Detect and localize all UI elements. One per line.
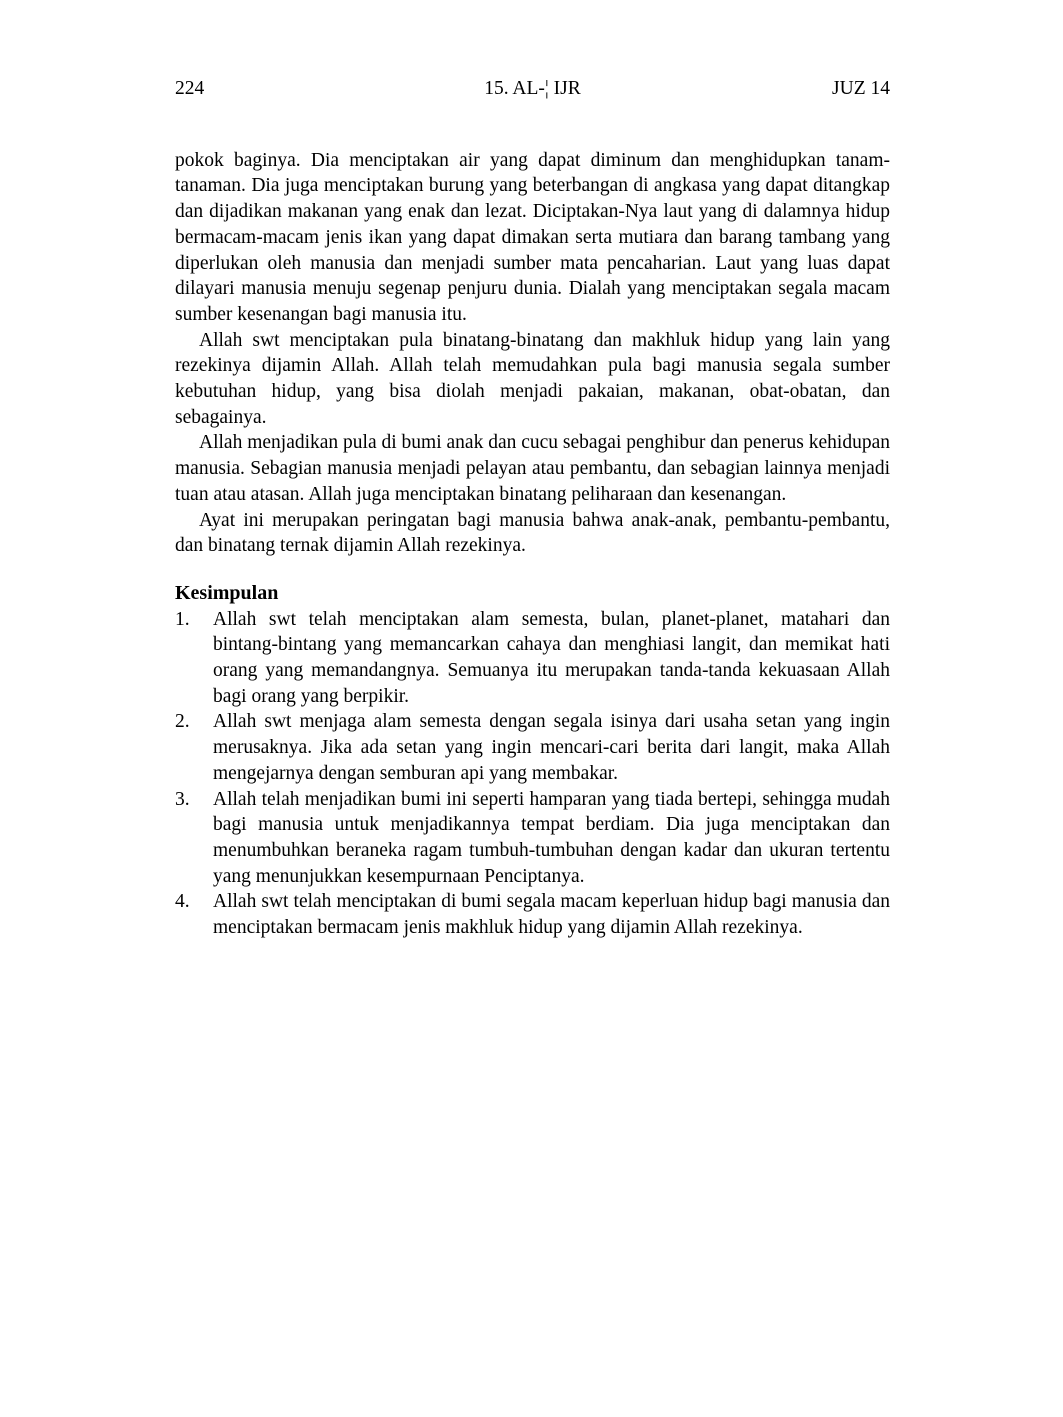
list-item-number: 1. [175, 608, 190, 630]
list-item-text: Allah telah menjadikan bumi ini seperti hamparan yang tiada bertepi, sehingga mudah bagi manusia untuk menjadikannya tempat berdiam. Dia juga menciptakan dan menumbuhkan beraneka ragam tumbuh-tumbuhan dengan kadar dan ukuran tertentu yang menunjukkan kesempurnaan Penciptanya. [213, 788, 890, 887]
page-number: 224 [175, 78, 205, 99]
list-item-text: Allah swt menjaga alam semesta dengan segala isinya dari usaha setan yang ingin merusaknya. Jika ada setan yang ingin mencari-cari berita dari langit, maka Allah mengejarnya dengan semburan api yang membakar. [213, 711, 890, 784]
list-item-text: Allah swt telah menciptakan alam semesta, bulan, planet-planet, matahari dan bintang-bintang yang memancarkan cahaya dan menghiasi langit, dan memikat hati orang yang memandangnya. Semuanya itu merupakan tanda-tanda kekuasaan Allah bagi orang yang berpikir. [213, 608, 890, 707]
list-item-number: 3. [175, 788, 190, 810]
list-item-number: 2. [175, 711, 190, 733]
paragraph-4: Ayat ini merupakan peringatan bagi manusia bahwa anak-anak, pembantu-pembantu, dan binatang ternak dijamin Allah rezekinya. [175, 509, 890, 557]
list-item-number: 4. [175, 891, 190, 913]
paragraph-3: Allah menjadikan pula di bumi anak dan cucu sebagai penghibur dan penerus kehidupan manusia. Sebagian manusia menjadi pelayan atau pembantu, dan sebagian lainnya menjadi tuan atau atasan. Allah juga menciptakan binatang peliharaan dan kesenangan. [175, 432, 890, 505]
list-item [175, 607, 890, 710]
page-body [175, 148, 890, 941]
list-item-text: Allah swt telah menciptakan di bumi segala macam keperluan hidup bagi manusia dan menciptakan bermacam jenis makhluk hidup yang dijamin Allah rezekinya. [213, 891, 890, 939]
list-item [175, 787, 890, 890]
chapter-title: 15. AL-¦ IJR [484, 78, 581, 99]
section-heading: Kesimpulan [175, 581, 279, 604]
paragraph-1: pokok baginya. Dia menciptakan air yang dapat diminum dan menghidupkan tanam-tanaman. Dia juga menciptakan burung yang beterbangan di angkasa yang dapat ditangkap dan dijadikan makanan yang enak dan lezat. Diciptakan-Nya laut yang di dalamnya hidup bermacam-macam jenis ikan yang dapat dimakan serta mutiara dan barang tambang yang diperlukan oleh manusia dan menjadi sumber mata pencaharian. Laut yang luas dapat dilayari manusia menuju segenap penjuru dunia. Dialah yang menciptakan segala macam sumber kesenangan bagi manusia itu. [175, 149, 890, 325]
list-item [175, 709, 890, 786]
page-header [175, 76, 890, 102]
list-item [175, 889, 890, 940]
paragraph-2: Allah swt menciptakan pula binatang-binatang dan makhluk hidup yang lain yang rezekinya dijamin Allah. Allah telah memudahkan pula bagi manusia segala sumber kebutuhan hidup, yang bisa diolah menjadi pakaian, makanan, obat-obatan, dan sebagainya. [175, 329, 890, 428]
conclusion-list [175, 607, 890, 941]
juz-label: JUZ 14 [832, 78, 890, 99]
